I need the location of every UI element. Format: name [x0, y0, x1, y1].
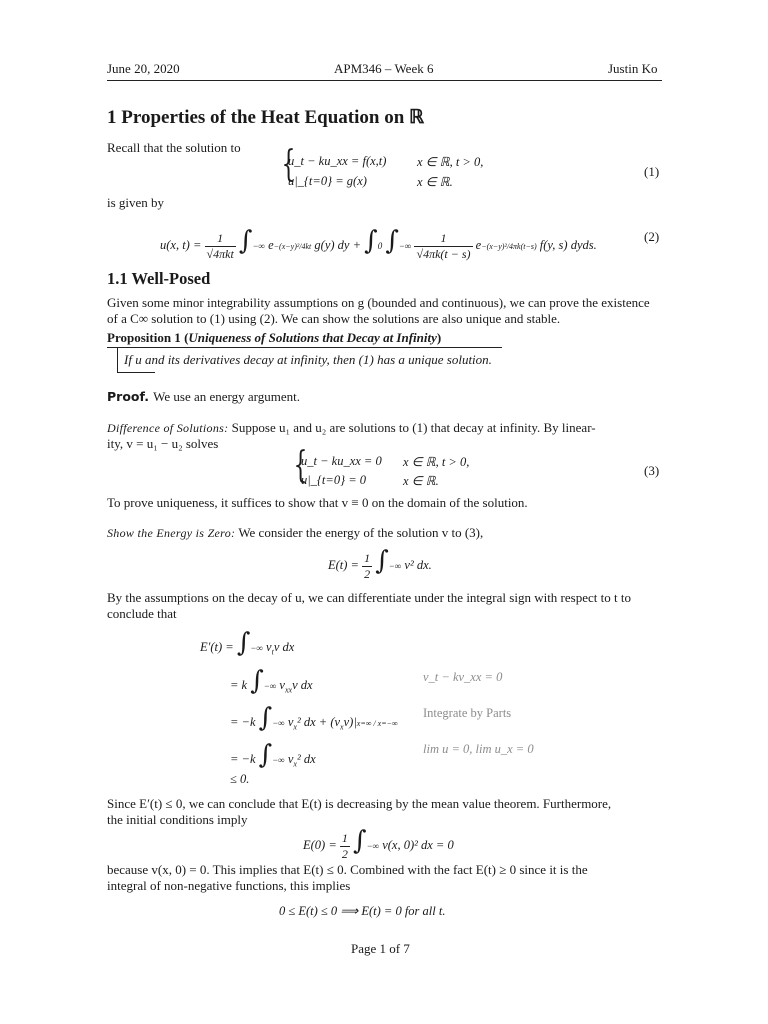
derivation-line-1: E′(t) = ∫−∞ $v_tv$ dx: [200, 628, 295, 658]
equation-2: u(x, t) = $\frac{1}{\text{√4πkt}}$ ∫−∞ e−(x−y)²/4kt g(y) dy + ∫0 ∫−∞ $\frac{1}{√4\pi k(t - s)}$ e−(x−y)²/4πk(t−s) f(y, s) dyds.: [160, 226, 597, 261]
step1-text: Suppose u₁ and u₂ are solutions to (1) that decay at infinity. By linear-: [231, 420, 596, 435]
page-number: Page 1 of 7: [351, 941, 410, 956]
step1-line: [107, 420, 596, 436]
paragraph-line: of a C∞ solution to (1) using (2). We can show the solutions are also unique and stable.: [107, 311, 561, 326]
proof-label: Proof.: [107, 389, 150, 404]
initial-energy-equation: E(0) = $\frac{1}{2}$ ∫−∞ v(x, 0)² dx = 0: [303, 826, 454, 861]
proposition-heading: Proposition 1 (Uniqueness of Solutions that Decay at Infinity): [107, 330, 442, 345]
eq1-line2: u|_{t=0} = g(x): [288, 174, 367, 188]
recall-text: Recall that the solution to: [107, 140, 241, 155]
equation-number-1: (1): [644, 164, 660, 179]
header-date: June 20, 2020: [107, 61, 180, 76]
energy-equation: E(t) = $\frac{1}{2}$ ∫−∞ v² dx.: [328, 546, 432, 581]
equation-brace: {: [293, 445, 308, 486]
equation-number-2: (2): [644, 229, 660, 244]
derivation-note-1: v_t − kv_xx = 0: [423, 670, 503, 684]
step2-text: We consider the energy of the solution v to (3),: [238, 525, 484, 540]
proposition-label: Proposition 1: [107, 330, 181, 345]
header-author: Justin Ko: [608, 61, 658, 76]
decay-text: By the assumptions on the decay of u, we can differentiate under the integral sign with respect to t to: [107, 590, 631, 605]
final-statement: 0 ≤ E(t) ≤ 0 ⟹ E(t) = 0 for all t.: [279, 904, 446, 918]
because-text-2: integral of non-negative functions, this implies: [107, 878, 351, 893]
proposition-title: Uniqueness of Solutions that Decay at Infinity: [188, 330, 437, 345]
step2-line: [107, 525, 483, 541]
derivation-line-2: = k ∫−∞ $v_{xx}v$ dx: [230, 666, 313, 696]
proposition-bar: [117, 347, 118, 372]
proposition-body: If u and its derivatives decay at infinity, then (1) has a unique solution.: [124, 352, 492, 367]
decay-text-2: conclude that: [107, 606, 177, 621]
since-text-2: the initial conditions imply: [107, 812, 248, 827]
header-rule: [107, 80, 662, 81]
header-course: APM346 – Week 6: [334, 61, 434, 76]
eq3-line1-domain: x ∈ ℝ, t > 0,: [403, 455, 470, 469]
derivation-note-3: lim u = 0, lim u_x = 0: [423, 742, 534, 756]
proof-intro-text: We use an energy argument.: [153, 389, 300, 404]
given-by-text: is given by: [107, 195, 165, 210]
equation-number-3: (3): [644, 463, 660, 478]
eq1-line1-domain: x ∈ ℝ, t > 0,: [417, 155, 484, 169]
uniqueness-text: To prove uniqueness, it suffices to show that v ≡ 0 on the domain of the solution.: [107, 495, 528, 510]
eq3-line2-domain: x ∈ ℝ.: [403, 474, 439, 488]
subsection-title: 1.1 Well-Posed: [107, 269, 211, 288]
paragraph-line: Given some minor integrability assumptions on g (bounded and continuous), we can prove the existence: [107, 295, 650, 310]
because-text: because v(x, 0) = 0. This implies that E(t) ≤ 0. Combined with the fact E(t) ≥ 0 since it is the: [107, 862, 588, 877]
step1-text-2: ity, v = u₁ − u₂ solves: [107, 436, 219, 451]
since-text: Since E′(t) ≤ 0, we can conclude that E(t) is decreasing by the mean value theorem. Furthermore,: [107, 796, 612, 811]
derivation-line-3: = −k ∫−∞ $v_x^2$ dx + $(v_xv)|x=\infty / x=-\infty$: [230, 703, 398, 733]
derivation-note-2: Integrate by Parts: [423, 706, 512, 720]
derivation-line-5: ≤ 0.: [230, 772, 250, 786]
step2-label: Show the Energy is Zero:: [107, 526, 236, 540]
proposition-underline: [117, 372, 155, 373]
eq1-line2-domain: x ∈ ℝ.: [417, 175, 453, 189]
eq1-line1: u_t − ku_xx = f(x,t): [288, 154, 387, 168]
eq3-line1: u_t − ku_xx = 0: [301, 454, 382, 468]
equation-brace: {: [281, 144, 296, 185]
proposition-rule: [107, 347, 502, 348]
step1-label: Difference of Solutions:: [107, 421, 229, 435]
eq3-line2: u|_{t=0} = 0: [301, 473, 367, 487]
derivation-line-4: = −k ∫−∞ $v_x^2$ dx: [230, 740, 316, 770]
proof-intro: [107, 389, 300, 406]
section-title: 1 Properties of the Heat Equation on ℝ: [107, 107, 425, 128]
